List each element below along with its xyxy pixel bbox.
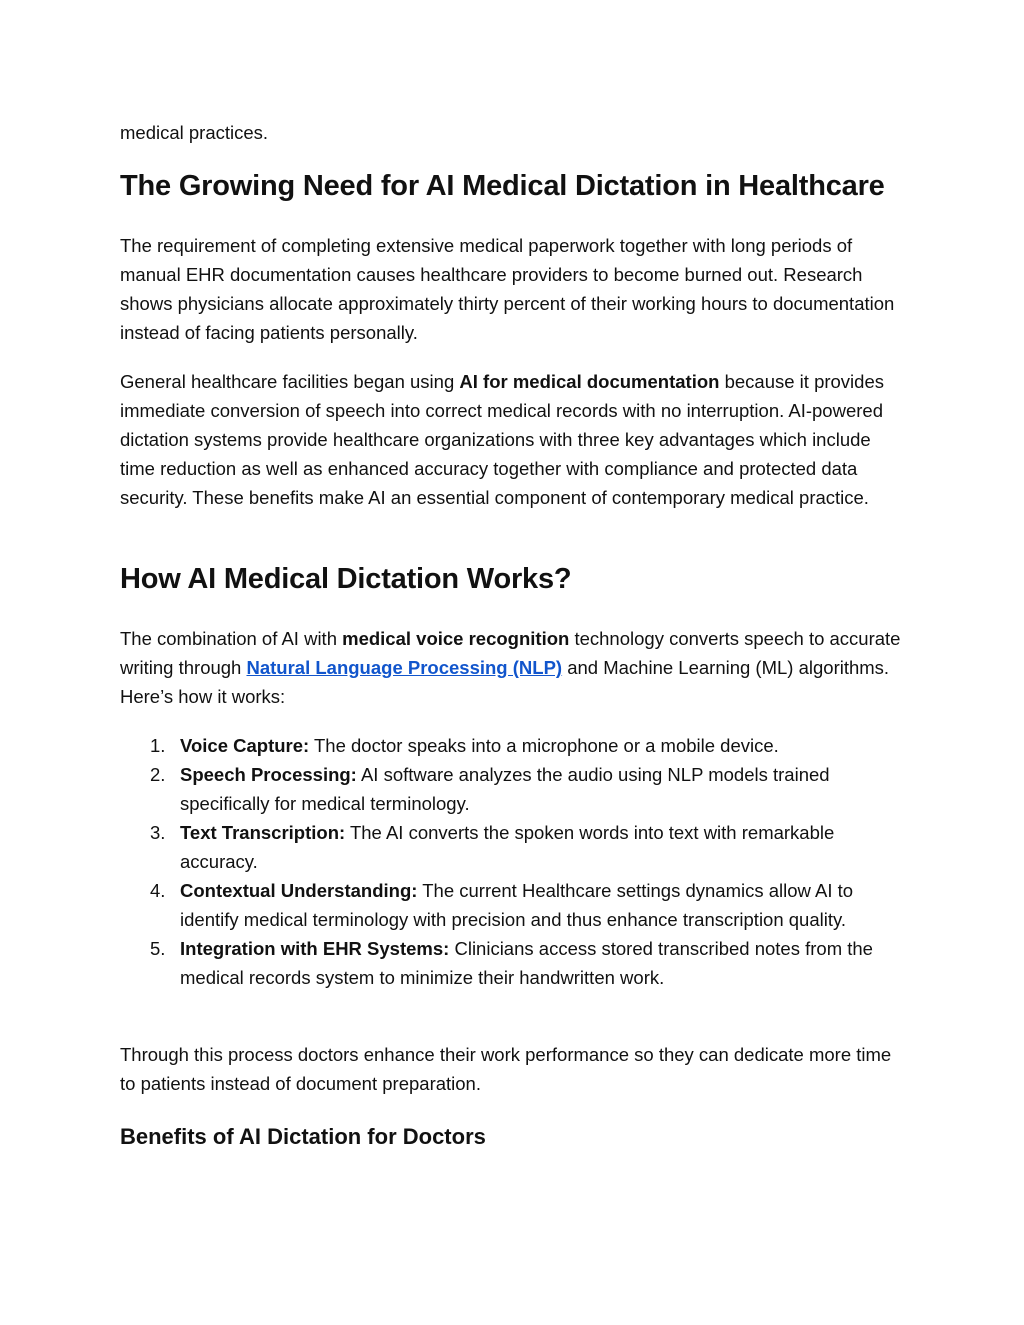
paragraph-ai-documentation-start: General healthcare facilities began using bbox=[120, 371, 460, 392]
steps-list bbox=[120, 731, 910, 992]
nlp-link[interactable]: Natural Language Processing (NLP) bbox=[246, 657, 563, 678]
list-item-number: 3. bbox=[150, 822, 166, 843]
list-item-text: AI software analyzes the audio using NLP models trained specifically for medical terminology. bbox=[180, 764, 830, 814]
list-item-title: Text Transcription: bbox=[180, 822, 346, 843]
paragraph-ai-documentation-end: because it provides immediate conversion of speech into correct medical records with no interruption. AI-powered dictation systems provide healthcare organizations with three key advantages which include time reduction as well as enhanced accuracy together with compliance and protected data security. These benefits make AI an essential component of contemporary medical practice. bbox=[120, 371, 884, 508]
paragraph-burnout: The requirement of completing extensive medical paperwork together with long periods of manual EHR documentation causes healthcare providers to become burned out. Research shows physicians allocate approximately thirty percent of their working hours to documentation instead of facing patients personally. bbox=[120, 235, 895, 343]
list-item bbox=[120, 876, 910, 934]
paragraph-voice-recognition-end: and Machine Learning (ML) algorithms. Here’s how it works: bbox=[120, 657, 890, 707]
list-item-text: The AI converts the spoken words into text with remarkable accuracy. bbox=[180, 822, 835, 872]
list-item-number: 2. bbox=[150, 764, 166, 785]
list-item-text: The doctor speaks into a microphone or a mobile device. bbox=[309, 735, 779, 756]
paragraph-ai-documentation bbox=[120, 367, 910, 512]
section-heading-how-it-works: How AI Medical Dictation Works? bbox=[120, 563, 572, 595]
list-item-text: The current Healthcare settings dynamics allow AI to identify medical terminology with precision and thus enhance transcription quality. bbox=[180, 880, 854, 930]
section-heading-growing-need: The Growing Need for AI Medical Dictation in Healthcare bbox=[120, 170, 885, 202]
list-item-title: Integration with EHR Systems: bbox=[180, 938, 450, 959]
paragraph-voice-recognition-start: The combination of AI with bbox=[120, 628, 343, 649]
paragraph-closing: Through this process doctors enhance their work performance so they can dedicate more time to patients instead of document preparation. bbox=[120, 1044, 892, 1094]
list-item-title: Contextual Understanding: bbox=[180, 880, 418, 901]
list-item-number: 4. bbox=[150, 880, 166, 901]
list-item-number: 5. bbox=[150, 938, 166, 959]
list-item bbox=[120, 731, 910, 760]
intro-tail-text: medical practices. bbox=[120, 122, 269, 143]
list-item-title: Voice Capture: bbox=[180, 735, 310, 756]
paragraph-voice-recognition-mid: technology converts speech to accurate writing through bbox=[120, 628, 901, 678]
list-item bbox=[120, 934, 910, 992]
section-heading-benefits: Benefits of AI Dictation for Doctors bbox=[120, 1124, 486, 1149]
list-item-text: Clinicians access stored transcribed notes from the medical records system to minimize their handwritten work. bbox=[180, 938, 873, 988]
list-item bbox=[120, 818, 910, 876]
list-item-title: Speech Processing: bbox=[180, 764, 357, 785]
list-item-number: 1. bbox=[150, 735, 166, 756]
medical-voice-recognition-bold: medical voice recognition bbox=[342, 628, 570, 649]
paragraph-voice-recognition bbox=[120, 624, 910, 711]
list-item bbox=[120, 760, 910, 818]
ai-for-medical-documentation-bold: AI for medical documentation bbox=[459, 371, 720, 392]
